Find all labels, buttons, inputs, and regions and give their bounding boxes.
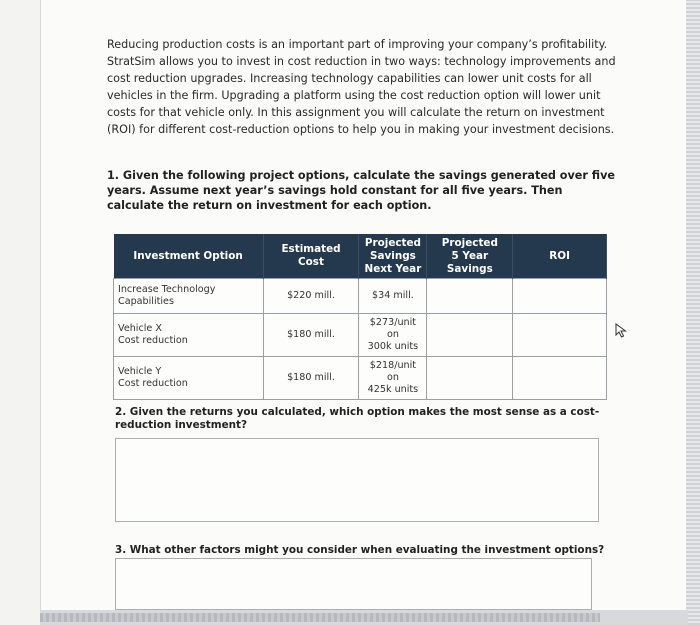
cell-option: Increase Technology Capabilities (114, 279, 264, 314)
cell-cost: $180 mill. (263, 357, 359, 400)
cell-cost: $220 mill. (263, 279, 359, 314)
cell-option: Vehicle Y Cost reduction (114, 357, 264, 400)
cell-cost: $180 mill. (263, 314, 359, 357)
investment-table (113, 234, 607, 400)
cell-five-year-savings-input[interactable] (427, 279, 513, 314)
question-1: 1. Given the following project options, calculate the savings generated over five years. Assume next year’s savings hold constant for all five years. Then calculate the return on investment for each option. (107, 169, 615, 212)
scrollbar-thumb[interactable] (40, 613, 600, 622)
table-row (114, 314, 607, 357)
cell-roi-input[interactable] (513, 279, 607, 314)
header-projected-savings-next-year: Projected Savings Next Year (359, 234, 427, 279)
cell-five-year-savings-input[interactable] (427, 314, 513, 357)
answer-box-question-2[interactable] (115, 438, 599, 522)
question-2: 2. Given the returns you calculated, which option makes the most sense as a cost-reduction investment? (115, 406, 600, 431)
cell-savings-next-year: $273/unit on 300k units (359, 314, 427, 357)
cell-savings-next-year: $34 mill. (359, 279, 427, 314)
cell-roi-input[interactable] (513, 314, 607, 357)
cell-roi-input[interactable] (513, 357, 607, 400)
cell-five-year-savings-input[interactable] (427, 357, 513, 400)
answer-box-question-3[interactable] (115, 558, 592, 610)
header-estimated-cost: Estimated Cost (263, 234, 359, 279)
intro-paragraph: Reducing production costs is an important part of improving your company’s profitability. StratSim allows you to invest in cost reduction in two ways: technology improvements and cost reduction upgrades. Increasing technology capabilities can lower unit costs for all vehicles in the firm. Upgrading a platform using the cost reduction option will lower unit costs for that vehicle only. In this assignment you will calculate the return on investment (ROI) for different cost-reduction options to help you in making your investment decisions. (107, 38, 616, 136)
window-edge (686, 0, 700, 625)
question-3: 3. What other factors might you consider when evaluating the investment options? (115, 544, 605, 556)
mouse-pointer-icon (615, 323, 629, 339)
cell-savings-next-year: $218/unit on 425k units (359, 357, 427, 400)
table-header-row (114, 234, 607, 279)
table-row (114, 357, 607, 400)
header-investment-option: Investment Option (114, 234, 264, 279)
table-row (114, 279, 607, 314)
header-projected-5-year-savings: Projected 5 Year Savings (427, 234, 513, 279)
horizontal-scrollbar[interactable] (40, 610, 688, 625)
header-roi: ROI (513, 234, 607, 279)
cell-option: Vehicle X Cost reduction (114, 314, 264, 357)
